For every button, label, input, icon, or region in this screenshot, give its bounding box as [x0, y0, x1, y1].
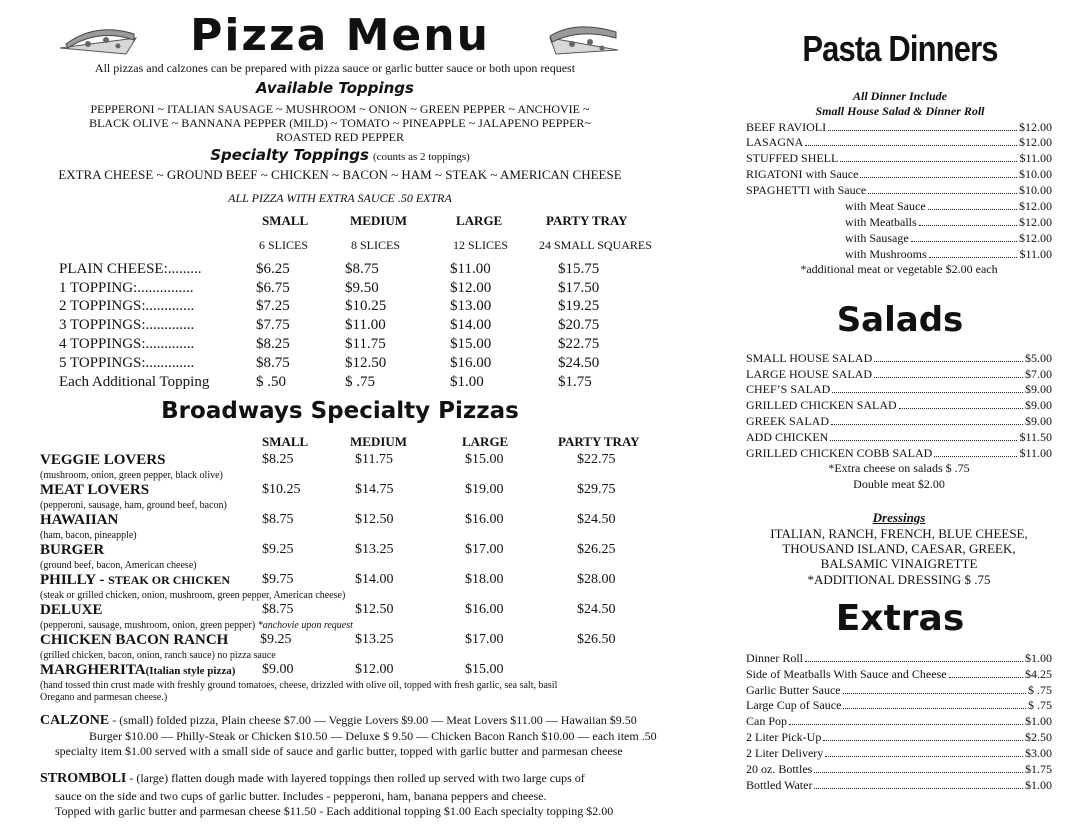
- table-cell: $12.50: [355, 512, 394, 527]
- table-cell: $20.75: [558, 317, 600, 333]
- specialty-toppings-heading: Specialty Toppings: [210, 146, 369, 164]
- pasta-note-2: Small House Salad & Dinner Roll: [815, 104, 985, 118]
- table-cell: $ .75: [345, 374, 375, 390]
- list-item-desc: (pepperoni, sausage, mushroom, onion, green pepper): [40, 620, 256, 631]
- list-item-label: BEEF RAVIOLI: [746, 120, 827, 134]
- list-item: [746, 183, 1052, 197]
- slice-count-large: 12 SLICES: [453, 238, 509, 252]
- table-cell: $8.25: [262, 452, 294, 467]
- table-cell: $9.25: [262, 542, 294, 557]
- calzone-text: - (small) folded pizza, Plain cheese $7.00 — Veggie Lovers $9.00 — Meat Lovers $11.00 — Hawaiian $9.50: [109, 713, 637, 727]
- table-cell: $10.25: [262, 482, 301, 497]
- list-item: [746, 351, 1052, 365]
- list-item-name: VEGGIE LOVERS: [40, 452, 166, 468]
- list-item: [746, 382, 1052, 396]
- list-item-name: BURGER: [40, 542, 105, 558]
- table-cell: $16.00: [465, 602, 504, 617]
- list-item: [746, 683, 1052, 697]
- list-item: [746, 667, 1052, 681]
- table-cell: $14.75: [355, 482, 394, 497]
- table-row-label: 1 TOPPING:...............: [59, 280, 194, 296]
- list-item: [746, 746, 1052, 760]
- specialty-toppings-note: (counts as 2 toppings): [372, 151, 470, 163]
- list-item-price: $11.00: [1019, 446, 1052, 460]
- table-cell: $9.25: [260, 632, 292, 647]
- list-item-price: $10.00: [1019, 183, 1052, 197]
- available-toppings-heading: Available Toppings: [256, 79, 414, 97]
- table-cell: $15.00: [450, 336, 492, 352]
- table-cell: $22.75: [577, 452, 616, 467]
- list-item-price: $3.00: [1025, 746, 1052, 760]
- table-cell: $8.75: [256, 355, 290, 371]
- table-cell: $13.25: [355, 542, 394, 557]
- table-cell: $10.25: [345, 298, 387, 314]
- pizza-slice-icon: [546, 18, 622, 58]
- list-item: [746, 367, 1052, 381]
- table-cell: $15.00: [465, 452, 504, 467]
- list-item-name-row: [40, 572, 230, 589]
- table-cell: $14.00: [355, 572, 394, 587]
- dressings-line-1: ITALIAN, RANCH, FRENCH, BLUE CHEESE,: [770, 526, 1028, 541]
- table-cell: $29.75: [577, 482, 616, 497]
- pizza-menu-title: Pizza Menu: [190, 10, 490, 61]
- stromboli-text: - (large) flatten dough made with layered toppings then rolled up served with two large cups of: [126, 771, 585, 785]
- table-cell: $12.50: [355, 602, 394, 617]
- table-cell: $11.75: [355, 452, 393, 467]
- table-cell: $9.75: [262, 572, 294, 587]
- list-item-label: with Sausage: [845, 231, 909, 245]
- list-item-label: Bottled Water: [746, 778, 813, 792]
- list-item-price: $11.50: [1019, 430, 1052, 444]
- list-item-label: Large Cup of Sauce: [746, 698, 842, 712]
- list-item-desc: (mushroom, onion, green pepper, black olive): [40, 470, 223, 481]
- list-item-label: 2 Liter Pick-Up: [746, 730, 822, 744]
- salad-note-1: *Extra cheese on salads $ .75: [828, 461, 970, 475]
- table-row-label: PLAIN CHEESE:.........: [59, 261, 202, 277]
- list-item-price: $5.00: [1025, 351, 1052, 365]
- extras-title: Extras: [835, 598, 965, 639]
- list-item-name-suffix: (Italian style pizza): [145, 665, 236, 677]
- list-item-label: Dinner Roll: [746, 651, 803, 665]
- size-header-small: SMALL: [262, 213, 309, 228]
- calzone-label: CALZONE: [40, 713, 110, 728]
- list-item-label: with Meat Sauce: [845, 199, 926, 213]
- list-item-desc: (hand tossed thin crust made with freshly ground tomatoes, cheese, drizzled with olive oil, topped with fresh garlic, sea salt, basil: [40, 680, 558, 691]
- table-row-label: 3 TOPPINGS:.............: [59, 317, 195, 333]
- pizza-menu-subtitle: All pizzas and calzones can be prepared with pizza sauce or garlic butter sauce or both upon request: [94, 61, 576, 75]
- toppings-line-1: PEPPERONI ~ ITALIAN SAUSAGE ~ MUSHROOM ~ ONION ~ GREEN PEPPER ~ ANCHOVIE ~: [90, 102, 590, 116]
- list-item-label: GREEK SALAD: [746, 414, 829, 428]
- calzone-line-1: [40, 713, 637, 729]
- list-item: [746, 730, 1052, 744]
- list-item-price: $12.00: [1019, 199, 1052, 213]
- specialty-header-medium: MEDIUM: [350, 434, 408, 449]
- list-item-price: $9.00: [1025, 414, 1052, 428]
- stromboli-line-1: [40, 771, 585, 787]
- list-item: [845, 231, 1052, 245]
- list-item: [746, 762, 1052, 776]
- list-item: [845, 247, 1052, 261]
- list-item: [746, 414, 1052, 428]
- list-item-label: RIGATONI with Sauce: [746, 167, 859, 181]
- list-item-name: MEAT LOVERS: [40, 482, 150, 498]
- table-cell: $9.00: [262, 662, 294, 677]
- list-item-price: $7.00: [1025, 367, 1052, 381]
- table-cell: $19.00: [465, 482, 504, 497]
- list-item-desc-note: *anchovie upon request: [257, 620, 353, 631]
- list-item-desc: (ground beef, bacon, American cheese): [40, 560, 197, 571]
- table-cell: $24.50: [577, 512, 616, 527]
- list-item-price: $12.00: [1019, 231, 1052, 245]
- list-item: [746, 446, 1052, 460]
- table-cell: $ .50: [256, 374, 286, 390]
- table-cell: $8.75: [262, 602, 294, 617]
- list-item: [746, 714, 1052, 728]
- slice-count-small: 6 SLICES: [259, 238, 309, 252]
- list-item-label: STUFFED SHELL: [746, 151, 839, 165]
- table-cell: $12.00: [450, 280, 492, 296]
- dressings-line-3: BALSAMIC VINAIGRETTE: [820, 556, 978, 571]
- list-item-label: 20 oz. Bottles: [746, 762, 813, 776]
- table-row-label: 5 TOPPINGS:.............: [59, 355, 195, 371]
- size-header-party-tray: PARTY TRAY: [546, 213, 628, 228]
- table-cell: $19.25: [558, 298, 600, 314]
- table-cell: $13.00: [450, 298, 492, 314]
- list-item-price: $9.00: [1025, 382, 1052, 396]
- list-item-price: $1.00: [1025, 651, 1052, 665]
- salad-note-2: Double meat $2.00: [853, 477, 945, 491]
- table-row-label: 2 TOPPINGS:.............: [59, 298, 195, 314]
- table-cell: $12.50: [345, 355, 387, 371]
- pizza-slice-icon: [56, 18, 140, 58]
- list-item-price: $ .75: [1028, 683, 1052, 697]
- table-cell: $16.00: [465, 512, 504, 527]
- table-cell: $14.00: [450, 317, 492, 333]
- table-cell: $7.25: [256, 298, 290, 314]
- table-cell: $17.50: [558, 280, 600, 296]
- table-cell: $8.75: [345, 261, 379, 277]
- list-item-name: DELUXE: [40, 602, 103, 618]
- toppings-line-2: BLACK OLIVE ~ BANNANA PEPPER (MILD) ~ TOMATO ~ PINEAPPLE ~ JALAPENO PEPPER~: [89, 116, 591, 130]
- list-item-name: CHICKEN BACON RANCH: [40, 632, 229, 648]
- table-cell: $1.75: [558, 374, 592, 390]
- table-cell: $1.00: [450, 374, 484, 390]
- table-cell: $7.75: [256, 317, 290, 333]
- table-cell: $24.50: [558, 355, 600, 371]
- list-item-label: GRILLED CHICKEN COBB SALAD: [746, 446, 933, 460]
- list-item-label: LARGE HOUSE SALAD: [746, 367, 872, 381]
- list-item-label: Can Pop: [746, 714, 788, 728]
- list-item-label: CHEF’S SALAD: [746, 382, 831, 396]
- specialty-header-large: LARGE: [462, 434, 509, 449]
- specialty-pizzas-heading: Broadways Specialty Pizzas: [161, 398, 519, 424]
- list-item-desc-row: [40, 620, 353, 631]
- table-cell: $15.00: [465, 662, 504, 677]
- list-item-name-suffix: STEAK OR CHICKEN: [108, 573, 231, 587]
- table-cell: $8.25: [256, 336, 290, 352]
- slice-count-medium: 8 SLICES: [351, 238, 401, 252]
- list-item-price: $10.00: [1019, 167, 1052, 181]
- list-item-price: $1.00: [1025, 714, 1052, 728]
- table-cell: $11.00: [450, 261, 491, 277]
- size-header-medium: MEDIUM: [350, 213, 408, 228]
- list-item: [746, 120, 1052, 134]
- table-cell: $15.75: [558, 261, 600, 277]
- list-item-price: $11.00: [1019, 151, 1052, 165]
- specialty-toppings-line: EXTRA CHEESE ~ GROUND BEEF ~ CHICKEN ~ BACON ~ HAM ~ STEAK ~ AMERICAN CHEESE: [58, 167, 622, 182]
- dressings-line-4: *ADDITIONAL DRESSING $ .75: [807, 572, 991, 587]
- table-cell: $9.50: [345, 280, 379, 296]
- list-item-price: $12.00: [1019, 215, 1052, 229]
- list-item-name: PHILLY -: [40, 572, 109, 588]
- size-header-large: LARGE: [456, 213, 503, 228]
- calzone-line-3: specialty item $1.00 served with a small side of sauce and garlic butter, topped with garlic butter and parmesan cheese: [55, 744, 623, 758]
- extra-sauce-note: ALL PIZZA WITH EXTRA SAUCE .50 EXTRA: [228, 191, 452, 205]
- list-item-name-row: [40, 662, 235, 679]
- table-cell: $24.50: [577, 602, 616, 617]
- list-item-name: MARGHERITA: [40, 662, 146, 678]
- list-item: [746, 651, 1052, 665]
- list-item: [746, 398, 1052, 412]
- list-item: [746, 778, 1052, 792]
- toppings-line-3: ROASTED RED PEPPER: [275, 130, 405, 144]
- list-item-desc: (steak or grilled chicken, onion, mushroom, green pepper, American cheese): [40, 590, 346, 601]
- list-item-desc: (ham, bacon, pineapple): [40, 530, 137, 541]
- pasta-note-1: All Dinner Include: [852, 89, 948, 103]
- salads-title: Salads: [836, 300, 964, 340]
- stromboli-line-3: Topped with garlic butter and parmesan cheese $11.50 - Each additional topping $1.00 Each specialty topping $2.00: [55, 804, 614, 818]
- slice-count-party-tray: 24 SMALL SQUARES: [539, 238, 652, 252]
- table-cell: $6.25: [256, 261, 290, 277]
- list-item-price: $12.00: [1019, 120, 1052, 134]
- list-item: [845, 199, 1052, 213]
- list-item-label: Garlic Butter Sauce: [746, 683, 841, 697]
- list-item-price: $4.25: [1025, 667, 1052, 681]
- table-cell: $28.00: [577, 572, 616, 587]
- table-cell: $13.25: [355, 632, 394, 647]
- list-item-price: $1.00: [1025, 778, 1052, 792]
- list-item: [746, 167, 1052, 181]
- dressings-heading: Dressings: [872, 510, 926, 525]
- list-item-label: SPAGHETTI with Sauce: [746, 183, 867, 197]
- list-item: [746, 698, 1052, 712]
- table-cell: $11.00: [345, 317, 386, 333]
- pasta-footnote: *additional meat or vegetable $2.00 each: [800, 262, 998, 276]
- specialty-toppings-heading-row: [120, 146, 560, 165]
- list-item: [746, 135, 1052, 149]
- table-row-label: 4 TOPPINGS:.............: [59, 336, 195, 352]
- list-item-label: Side of Meatballs With Sauce and Cheese: [746, 667, 947, 681]
- list-item-price: $9.00: [1025, 398, 1052, 412]
- list-item-desc: Oregano and parmesan cheese.): [40, 692, 168, 703]
- list-item-price: $2.50: [1025, 730, 1052, 744]
- calzone-line-2: Burger $10.00 — Philly-Steak or Chicken $10.50 — Deluxe $ 9.50 — Chicken Bacon Ranch $10.00 — each item .50: [89, 729, 657, 743]
- table-cell: $8.75: [262, 512, 294, 527]
- list-item-name: HAWAIIAN: [40, 512, 119, 528]
- list-item-price: $ .75: [1028, 698, 1052, 712]
- list-item-price: $1.75: [1025, 762, 1052, 776]
- dressings-line-2: THOUSAND ISLAND, CAESAR, GREEK,: [782, 541, 1016, 556]
- table-cell: $11.75: [345, 336, 386, 352]
- table-cell: $18.00: [465, 572, 504, 587]
- table-cell: $26.50: [577, 632, 616, 647]
- table-cell: $22.75: [558, 336, 600, 352]
- list-item: [746, 151, 1052, 165]
- pasta-dinners-title: Pasta Dinners: [802, 28, 998, 69]
- specialty-header-party-tray: PARTY TRAY: [558, 434, 640, 449]
- list-item-label: ADD CHICKEN: [746, 430, 829, 444]
- list-item: [746, 430, 1052, 444]
- table-cell: $16.00: [450, 355, 492, 371]
- specialty-header-small: SMALL: [262, 434, 309, 449]
- table-row-label: Each Additional Topping: [59, 374, 210, 390]
- table-cell: $12.00: [355, 662, 394, 677]
- table-cell: $17.00: [465, 632, 504, 647]
- table-cell: $17.00: [465, 542, 504, 557]
- list-item: [845, 215, 1052, 229]
- list-item-desc: (grilled chicken, bacon, onion, ranch sauce) no pizza sauce: [40, 650, 276, 661]
- list-item-price: $12.00: [1019, 135, 1052, 149]
- list-item-label: with Meatballs: [845, 215, 917, 229]
- list-item-desc: (pepperoni, sausage, ham, ground beef, bacon): [40, 500, 227, 511]
- list-item-label: with Mushrooms: [845, 247, 927, 261]
- list-item-label: 2 Liter Delivery: [746, 746, 824, 760]
- list-item-price: $11.00: [1019, 247, 1052, 261]
- stromboli-label: STROMBOLI: [40, 771, 127, 786]
- table-cell: $6.75: [256, 280, 290, 296]
- table-cell: $26.25: [577, 542, 616, 557]
- stromboli-line-2: sauce on the side and two cups of garlic butter. Includes - pepperoni, ham, banana peppers and cheese.: [55, 789, 547, 803]
- list-item-label: LASAGNA: [746, 135, 804, 149]
- list-item-label: SMALL HOUSE SALAD: [746, 351, 873, 365]
- list-item-label: GRILLED CHICKEN SALAD: [746, 398, 897, 412]
